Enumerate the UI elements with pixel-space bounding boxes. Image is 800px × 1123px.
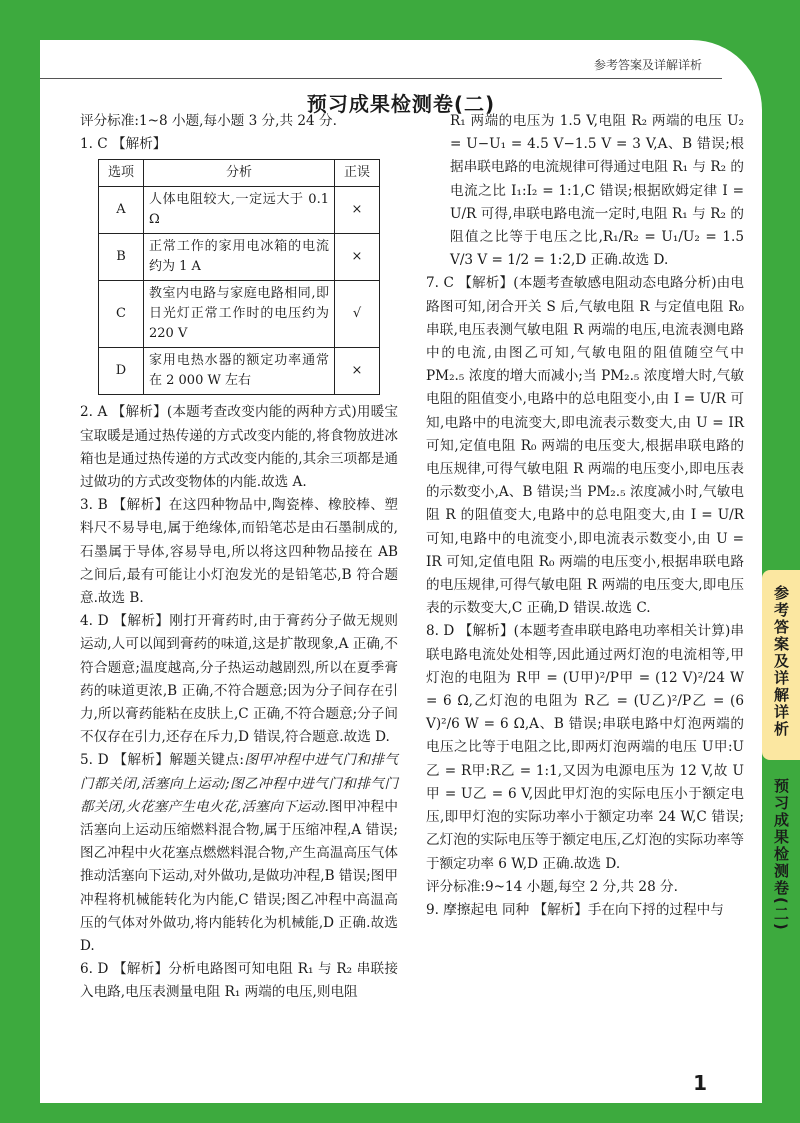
answer-6: 6. D 【解析】分析电路图可知电阻 R₁ 与 R₂ 串联接入电路,电压表测量电阻 R₁ 两端的电压,则电阻	[80, 961, 398, 1001]
answer-5	[80, 749, 398, 958]
table-header: 分析	[144, 160, 335, 187]
table-header-row	[99, 160, 380, 187]
answer-5-key-points: 图甲冲程中进气门和排气门都关闭,活塞向上运动;图乙冲程中进气门和排气门都关闭,火花塞产生电火花,活塞向下运动.	[80, 752, 398, 815]
verdict-cell: ×	[335, 234, 380, 281]
option-cell: D	[99, 348, 144, 395]
table-row	[99, 348, 380, 395]
analysis-cell: 家用电热水器的额定功率通常在 2 000 W 左右	[144, 348, 335, 395]
header-divider	[40, 78, 722, 79]
table-header: 正误	[335, 160, 380, 187]
table-row	[99, 234, 380, 281]
page-number: 1	[693, 1071, 707, 1095]
answer-1-table	[98, 159, 380, 395]
answer-9: 9. 摩擦起电 同种 【解析】手在向下捋的过程中与	[426, 901, 724, 918]
answer-2: 2. A 【解析】(本题考查改变内能的两种方式)用暖宝宝取暖是通过热传递的方式改变内能的,将食物放进冰箱也是通过热传递的方式改变内能的,其余三项都是通过做功的方式改变物体的内能.故选 A.	[80, 404, 398, 491]
table-row	[99, 187, 380, 234]
option-cell: A	[99, 187, 144, 234]
verdict-cell: ×	[335, 348, 380, 395]
answer-4: 4. D 【解析】刚打开膏药时,由于膏药分子做无规则运动,人可以闻到膏药的味道,这是扩散现象,A 正确,不符合题意;温度越高,分子热运动越剧烈,所以在夏季膏药的味道更浓,B 正确,不符合题意;因为分子间存在引力,所以膏药能粘在皮肤上,C 正确,不符合题意;分子间不仅存在引力,还存在斥力,D 错误,符合题意.故选 D.	[80, 613, 398, 746]
answer-5-body: 图甲冲程中活塞向上运动压缩燃料混合物,属于压缩冲程,A 错误;图乙冲程中火花塞点燃燃料混合物,产生高温高压气体推动活塞向下运动,对外做功,是做功冲程,B 错误;图甲冲程将机械能转化为内能,C 错误;图乙冲程中高温高压的气体对外做功,将内能转化为机械能,D 正确.故选 D.	[80, 798, 398, 955]
analysis-cell: 人体电阻较大,一定远大于 0.1 Ω	[144, 187, 335, 234]
table-row	[99, 281, 380, 348]
left-column	[80, 110, 398, 1005]
analysis-cell: 正常工作的家用电冰箱的电流约为 1 A	[144, 234, 335, 281]
option-cell: C	[99, 281, 144, 348]
header-label: 参考答案及详解详析	[593, 58, 702, 72]
answer-1-heading: 1. C 【解析】	[80, 136, 167, 153]
side-section-label: 预习成果检测卷(二)	[772, 778, 790, 932]
analysis-cell: 教室内电路与家庭电路相同,即日光灯正常工作时的电压约为 220 V	[144, 281, 335, 348]
answer-8: 8. D 【解析】(本题考查串联电路电功率相关计算)串联电路电流处处相等,因此通过两灯泡的电流相等,甲灯泡的电阻为 R甲 = (U甲)²/P甲 = (12 V)²/24 W = 6 Ω,乙灯泡的电阻为 R乙 = (U乙)²/P乙 = (6 V)²/6 W = 6 Ω,A、B 错误;串联电路中灯泡两端的电压之比等于电阻之比,即两灯泡两端的电压 U甲:U乙 = R甲:R乙 = 1:1,又因为电源电压为 12 V,故 U甲 = U乙 = 6 V,因此甲灯泡的实际电压小于额定电压,即甲灯泡的实际功率小于额定功率 24 W,C 错误;乙灯泡的实际电压等于额定电压,乙灯泡的实际功率等于额定功率 6 W,D 正确.故选 D.	[426, 623, 744, 872]
table-header: 选项	[99, 160, 144, 187]
scoring-standard: 评分标准:1~8 小题,每小题 3 分,共 24 分.	[80, 113, 337, 129]
answer-5-heading: 5. D 【解析】解题关键点:	[80, 752, 244, 769]
option-cell: B	[99, 234, 144, 281]
verdict-cell: ×	[335, 187, 380, 234]
verdict-cell: √	[335, 281, 380, 348]
page-title: 预习成果检测卷(二)	[306, 92, 496, 116]
answer-7: 7. C 【解析】(本题考查敏感电阻动态电路分析)由电路图可知,闭合开关 S 后,气敏电阻 R 与定值电阻 R₀ 串联,电压表测气敏电阻 R 两端的电压,电流表测电路中的电流,由图乙可知,气敏电阻的阻值随空气中 PM₂.₅ 浓度的增大而减小;当 PM₂.₅ 浓度增大时,气敏电阻的阻值变小,电路中的总电阻变小,由 I = U/R 可知,电路中的电流变大,即电流表示数变大,由 U = IR 可知,定值电阻 R₀ 两端的电压变大,根据串联电路的电压规律,可得气敏电阻 R 两端的电压变小,即电压表的示数变小,A、B 错误;当 PM₂.₅ 浓度减小时,气敏电阻 R 的阻值变大,电路中的总电阻变大,由 I = U/R 可知,电路中的电流变小,即电流表示数变小,由 U = IR 可知,定值电阻 R₀ 两端的电压变小,根据串联电路的电压规律,可得气敏电阻 R 两端的电压变大,即电压表的示数变大,C 正确,D 错误.故选 C.	[426, 275, 744, 617]
side-tab-label: 参考答案及详解详析	[772, 585, 790, 738]
answer-3: 3. B 【解析】在这四种物品中,陶瓷棒、橡胶棒、塑料尺不易导电,属于绝缘体,而铅笔芯是由石墨制成的,石墨属于导体,容易导电,所以将这四种物品接在 AB 之间后,最有可能让小灯泡发光的是铅笔芯,B 符合题意.故选 B.	[80, 497, 398, 607]
answer-6-continued: R₁ 两端的电压为 1.5 V,电阻 R₂ 两端的电压 U₂ = U−U₁ = 4.5 V−1.5 V = 3 V,A、B 错误;根据串联电路的电流规律可得通过电阻 R₁ 与 R₂ 的电流之比 I₁:I₂ = 1:1,C 错误;根据欧姆定律 I = U/R 可得,串联电路电流一定时,电阻 R₁ 与 R₂ 的阻值之比等于电压之比,R₁/R₂ = U₁/U₂ = 1.5 V/3 V = 1/2 = 1:2,D 正确.故选 D.	[450, 113, 744, 269]
answer-page	[40, 40, 762, 1103]
scoring-standard-2: 评分标准:9~14 小题,每空 2 分,共 28 分.	[426, 878, 678, 895]
right-column	[426, 110, 744, 922]
